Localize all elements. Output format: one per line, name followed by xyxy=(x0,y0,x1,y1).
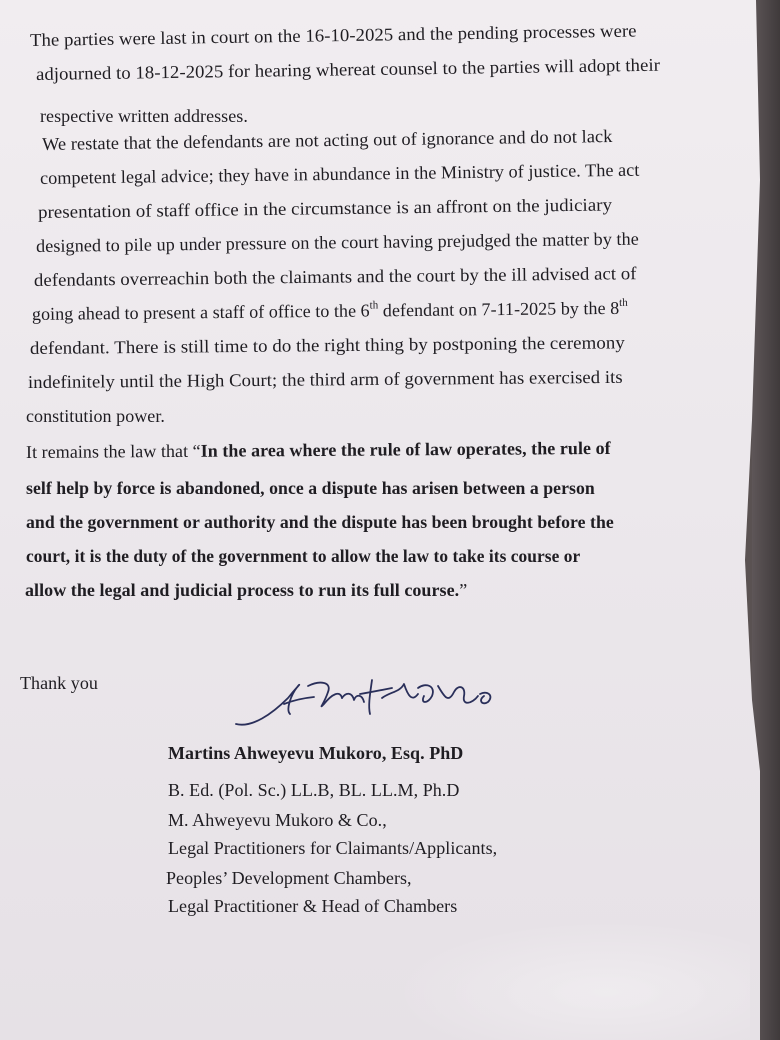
quote-line xyxy=(26,438,611,463)
ordinal-suffix: th xyxy=(369,299,379,312)
quote-line: and the government or authority and the dispute has been brought before the xyxy=(26,512,614,532)
body-line-with-ordinals xyxy=(32,298,628,325)
body-line: defendants overreachin both the claimants and the court by the ill advised act of xyxy=(33,263,637,290)
body-text: defendant on 7-11-2025 by the 8 xyxy=(378,297,620,321)
body-text: going ahead to present a staff of office to the 6 xyxy=(31,300,370,324)
signatory-name: Martins Ahweyevu Mukoro, Esq. PhD xyxy=(168,743,464,763)
quote-text: allow the legal and judicial process to run its full course. xyxy=(25,580,460,600)
quote-line: court, it is the duty of the government to allow the law to take its course or xyxy=(26,546,581,566)
chambers-name: Peoples’ Development Chambers, xyxy=(166,868,412,888)
quote-closing-mark: ” xyxy=(459,580,468,600)
quote-text: In the area where the rule of law operates, the rule of xyxy=(200,437,611,461)
ordinal-suffix: th xyxy=(619,296,628,309)
body-line: indefinitely until the High Court; the third arm of government has exercised its xyxy=(27,366,623,392)
body-line: adjourned to 18-12-2025 for hearing whereat counsel to the parties will adopt their xyxy=(35,54,661,84)
body-line: competent legal advice; they have in abundance in the Ministry of justice. The act xyxy=(39,159,640,188)
role-line: Legal Practitioners for Claimants/Applicants, xyxy=(168,838,498,858)
closing-text: Thank you xyxy=(20,673,98,693)
body-line: designed to pile up under pressure on the court having prejudged the matter by the xyxy=(35,228,639,256)
handwritten-signature xyxy=(232,664,512,734)
title-line: Legal Practitioner & Head of Chambers xyxy=(168,896,458,916)
body-line: We restate that the defendants are not acting out of ignorance and do not lack xyxy=(41,126,613,154)
quote-line xyxy=(25,580,467,601)
signatory-credentials: B. Ed. (Pol. Sc.) LL.B, BL. LL.M, Ph.D xyxy=(168,780,460,800)
quote-line: self help by force is abandoned, once a dispute has arisen between a person xyxy=(26,478,595,498)
body-line: respective written addresses. xyxy=(40,106,248,126)
body-line: presentation of staff office in the circumstance is an affront on the judiciary xyxy=(37,194,613,222)
body-line: constitution power. xyxy=(26,406,165,426)
quote-intro: It remains the law that “ xyxy=(25,440,201,462)
body-line: defendant. There is still time to do the right thing by postponing the ceremony xyxy=(29,332,625,358)
firm-name: M. Ahweyevu Mukoro & Co., xyxy=(168,810,387,830)
body-line: The parties were last in court on the 16-10-2025 and the pending processes were xyxy=(29,20,637,50)
